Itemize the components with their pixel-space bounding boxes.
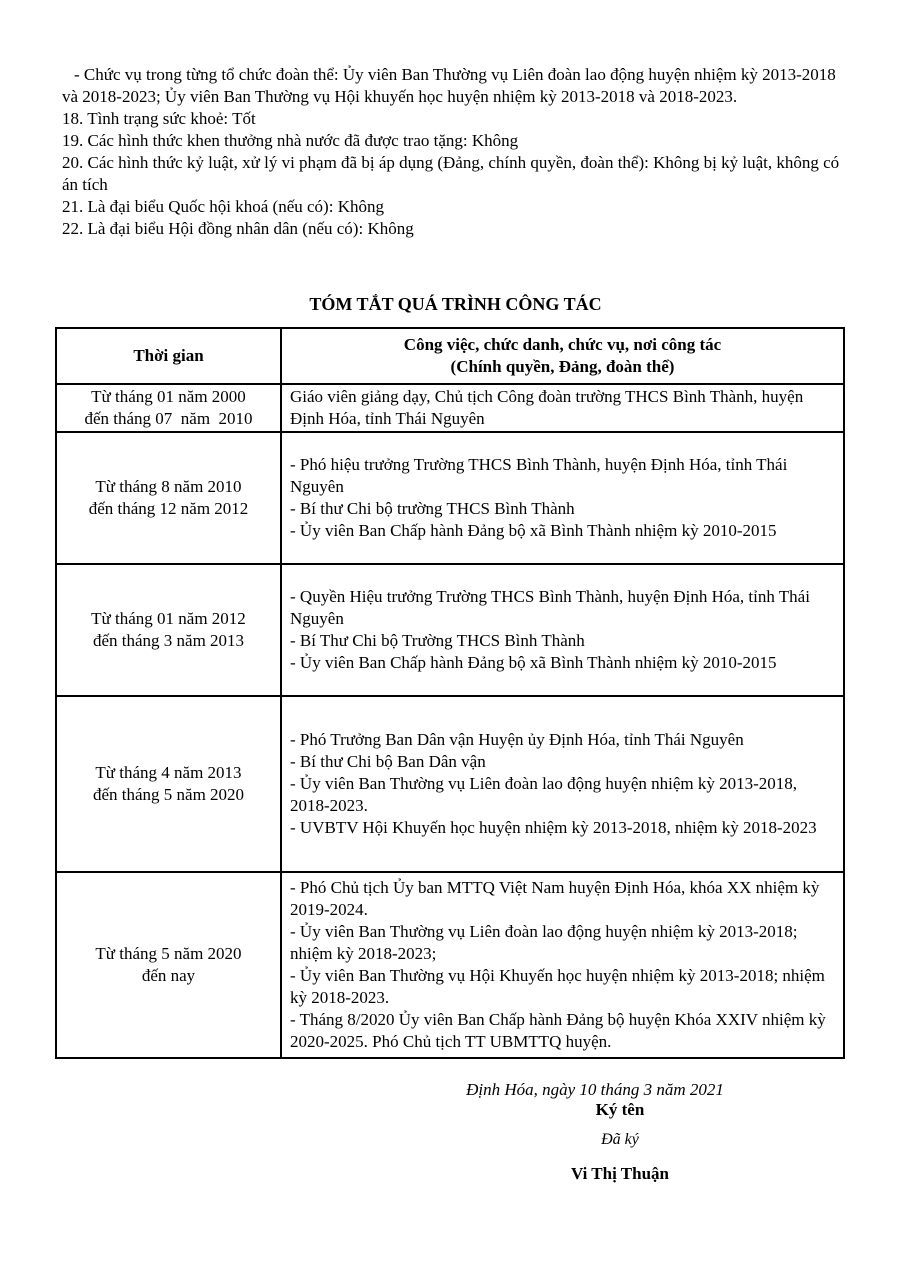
table-header-row: [56, 328, 844, 384]
header-description-line1: Công việc, chức danh, chức vụ, nơi công tác: [403, 335, 722, 354]
time-from: Từ tháng 4 năm 2013: [95, 763, 242, 782]
time-to: đến tháng 5 năm 2020: [92, 785, 245, 804]
header-description-line2: (Chính quyền, Đảng, đoàn thể): [450, 357, 675, 376]
header-time: Thời gian: [56, 328, 281, 384]
career-summary-table: [55, 327, 845, 1059]
time-to: đến tháng 3 năm 2013: [92, 631, 245, 650]
description-cell: [281, 872, 844, 1058]
description-item: - Phó Chủ tịch Ủy ban MTTQ Việt Nam huyện Định Hóa, khóa XX nhiệm kỳ 2019-2024.: [290, 878, 820, 919]
description-item: - Quyền Hiệu trưởng Trường THCS Bình Thành, huyện Định Hóa, tỉnh Thái Nguyên: [290, 587, 810, 628]
time-to: đến tháng 12 năm 2012: [88, 499, 249, 518]
description-cell: [281, 384, 844, 432]
discipline-item: 20. Các hình thức kỷ luật, xử lý vi phạm đã bị áp dụng (Đảng, chính quyền, đoàn thể): Không bị kỷ luật, không có án tích: [62, 153, 840, 194]
signature-signed-note: Đã ký: [601, 1131, 639, 1148]
time-from: Từ tháng 8 năm 2010: [95, 477, 242, 496]
description-item: Giáo viên giảng dạy, Chủ tịch Công đoàn trường THCS Bình Thành, huyện Định Hóa, tỉnh Thái Nguyên: [290, 387, 804, 428]
description-item: - Ủy viên Ban Thường vụ Liên đoàn lao động huyện nhiệm kỳ 2013-2018, 2018-2023.: [290, 774, 798, 815]
description-item: - Tháng 8/2020 Ủy viên Ban Chấp hành Đảng bộ huyện Khóa XXIV nhiệm kỳ 2020-2025. Phó Chủ tịch TT UBMTTQ huyện.: [290, 1010, 826, 1051]
time-cell: [56, 384, 281, 432]
section-title: TÓM TẮT QUÁ TRÌNH CÔNG TÁC: [309, 294, 602, 314]
description-item: - Phó hiệu trưởng Trường THCS Bình Thành, huyện Định Hóa, tỉnh Thái Nguyên: [290, 455, 788, 496]
time-to: đến nay: [141, 966, 196, 985]
description-item: - Bí Thư Chi bộ Trường THCS Bình Thành: [290, 631, 585, 650]
time-cell: [56, 872, 281, 1058]
description-item: - Bí thư Chi bộ trường THCS Bình Thành: [290, 499, 575, 518]
time-from: Từ tháng 01 năm 2000: [91, 387, 246, 406]
union-positions-paragraph: - Chức vụ trong từng tổ chức đoàn thể: Ủy viên Ban Thường vụ Liên đoàn lao động huyện nhiệm kỳ 2013-2018 và 2018-2023; Ủy viên Ban Thường vụ Hội khuyến học huyện nhiệm kỳ 2013-2018 và 2018-2023.: [62, 65, 836, 106]
description-cell: [281, 696, 844, 872]
signature-date: Định Hóa, ngày 10 tháng 3 năm 2021: [466, 1080, 724, 1099]
time-cell: [56, 564, 281, 696]
health-status-item: 18. Tình trạng sức khoẻ: Tốt: [62, 109, 256, 128]
description-item: - Bí thư Chi bộ Ban Dân vận: [290, 752, 486, 771]
time-cell: [56, 696, 281, 872]
description-item: - Ủy viên Ban Chấp hành Đảng bộ xã Bình Thành nhiệm kỳ 2010-2015: [290, 521, 777, 540]
table-row: [56, 384, 844, 432]
state-awards-item: 19. Các hình thức khen thưởng nhà nước đã được trao tặng: Không: [62, 131, 519, 150]
table-row: [56, 432, 844, 564]
personal-info-section: [62, 64, 852, 240]
peoples-council-item: 22. Là đại biểu Hội đồng nhân dân (nếu có): Không: [62, 219, 414, 238]
table-row: [56, 696, 844, 872]
table-row: [56, 872, 844, 1058]
signer-name: Vi Thị Thuận: [571, 1164, 669, 1183]
time-from: Từ tháng 01 năm 2012: [91, 609, 246, 628]
header-description: [281, 328, 844, 384]
time-to: đến tháng 07 năm 2010: [84, 409, 253, 428]
signature-label: Ký tên: [595, 1100, 645, 1119]
description-cell: [281, 564, 844, 696]
national-assembly-item: 21. Là đại biểu Quốc hội khoá (nếu có): Không: [62, 197, 384, 216]
description-item: - Ủy viên Ban Chấp hành Đảng bộ xã Bình Thành nhiệm kỳ 2010-2015: [290, 653, 777, 672]
time-cell: [56, 432, 281, 564]
table-row: [56, 564, 844, 696]
description-item: - Ủy viên Ban Thường vụ Hội Khuyến học huyện nhiệm kỳ 2013-2018; nhiệm kỳ 2018-2023.: [290, 966, 825, 1007]
description-cell: [281, 432, 844, 564]
description-item: - UVBTV Hội Khuyến học huyện nhiệm kỳ 2013-2018, nhiệm kỳ 2018-2023: [290, 818, 817, 837]
description-item: - Ủy viên Ban Thường vụ Liên đoàn lao động huyện nhiệm kỳ 2013-2018; nhiệm kỳ 2018-2023;: [290, 922, 798, 963]
description-item: - Phó Trưởng Ban Dân vận Huyện ủy Định Hóa, tỉnh Thái Nguyên: [290, 730, 744, 749]
time-from: Từ tháng 5 năm 2020: [95, 944, 242, 963]
